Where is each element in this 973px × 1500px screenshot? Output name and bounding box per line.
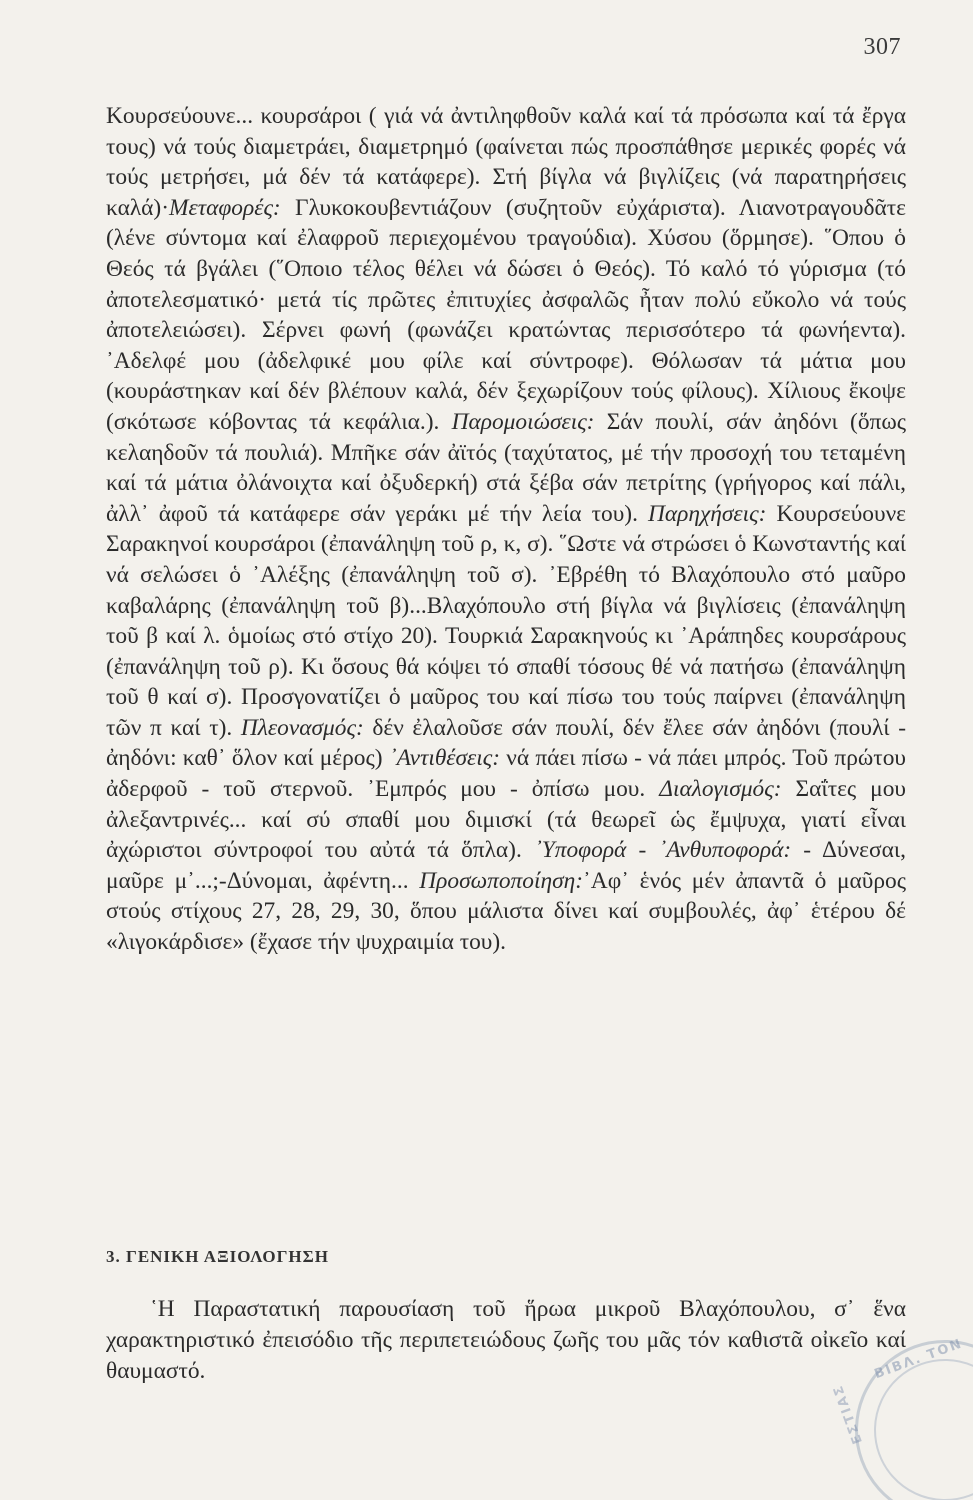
body-text-7: Σαΐτες μου ἀλεξαντρινές... καί σύ σπαθί μου διμισκί (τά θεωρεῖ ὡς ἔμψυχα, γιατί εἶναι ἀχώριστοι σύντροφοί του αὐτά τά ὅπλα).: [106, 776, 906, 864]
label-metaphors: Μεταφορές:: [169, 194, 281, 221]
section-heading: 3. ΓΕΝΙΚΗ ΑΞΙΟΛΟΓΗΣΗ: [106, 1247, 329, 1266]
page-number: 307: [863, 34, 901, 60]
label-alliterations: Παρηχήσεις:: [647, 500, 767, 527]
label-hypophora: ᾽Υποφορά - ᾽Ανθυποφορά:: [533, 837, 792, 864]
body-text-3: Σάν πουλί, σάν ἀηδόνι (ὅπως κελαηδοῦν τά πουλιά). Μπῆκε σάν ἀϊτός (ταχύτατος, μέ τήν προσοχή του τεταμένη καί τά μάτια ὀλάνοιχτα καί ὀξυδερκή) στά ξέβα σάν πετρίτης (γρήγορος καί πάλι, ἀλλ᾽ ἀφοῦ τά κατάφερε σάν γεράκι μέ τήν λεία του).: [106, 408, 906, 527]
body-text-2: Γλυκοκουβεντιάζουν (συζητοῦν εὐχάριστα). Λιανοτραγουδᾶτε (λένε σύντομα καί ἐλαφροῦ περιεχομένου τραγούδια). Χύσου (ὅρμησε). ῞Οπου ὁ Θεός τά βγάλει (῞Οποιο τέλος θέλει νά δώσει ὁ Θεός). Τό καλό τό γύρισμα (τό ἀποτελεσματικό· μετά τίς πρῶτες ἐπιτυχίες ἀσφαλῶς ἦταν πολύ εὔκολο νά τούς ἀποτελειώσει). Σέρνει φωνή (φωνάζει κρατώντας περισσότερο τά φωνήεντα). ᾽Αδελφέ μου (ἀδελφικέ μου φίλε καί σύντροφε). Θόλωσαν τά μάτια μου (κουράστηκαν καί δέν βλέπουν καλά, δέν ξεχωρίζουν τούς φίλους). Χίλιους ἔκοψε (σκότωσε κόβοντας τά κεφάλια.).: [106, 194, 906, 435]
stamp-text-side: ΕΣΤΙΑΣ: [830, 1382, 866, 1446]
body-paragraph: [106, 101, 906, 958]
label-personification: Προσωποποίηση:: [419, 867, 584, 894]
label-soliloquy: Διαλογισμός:: [659, 776, 782, 803]
section-paragraph: ῾Η Παραστατική παρουσίαση τοῦ ἥρωα μικροῦ Βλαχόπουλου, σ᾽ ἕνα χαρακτηριστικό ἐπεισόδιο τῆς περιπετειώδους ζωῆς του μᾶς τόν καθιστᾶ οἰκεῖο καί θαυμαστό.: [106, 1296, 906, 1384]
body-text-5: δέν ἐλαλοῦσε σάν πουλί, δέν ἔλεε σάν ἀηδόνι (πουλί - ἀηδόνι: καθ᾽ ὅλον καί μέρος): [106, 714, 906, 772]
label-antitheses: ᾽Αντιθέσεις:: [388, 745, 501, 772]
body-text-6: νά πάει πίσω - νά πάει μπρός. Τοῦ πρώτου ἀδερφοῦ - τοῦ στερνοῦ. ᾽Εμπρός μου - ὀπίσω μου.: [106, 745, 906, 803]
body-text-1: Κουρσεύουνε... κουρσάροι ( γιά νά ἀντιληφθοῦν καλά καί τά πρόσωπα καί τά ἔργα τους) νά τούς διαμετράει, διαμετρημό (φαίνεται πώς προσπάθησε μερικές φορές νά τούς μετρήσει, μά δέν τά κατάφερε). Στή βίγλα νά βιγλίζεις (νά παρατηρήσεις καλά)·: [106, 103, 906, 221]
label-pleonasm: Πλεονασμός:: [240, 714, 364, 741]
body-text-4: Κουρσεύουνε Σαρακηνοί κουρσάροι (ἐπανάληψη τοῦ ρ, κ, σ). ῞Ωστε νά στρώσει ὁ Κωνσταντής καί νά σελώσει ὁ ᾽Αλέξης (ἐπανάληψη τοῦ σ). ᾽Εβρέθη τό Βλαχόπουλο στό μαῦρο καβαλάρης (ἐπανάληψη τοῦ β)...Βλαχόπουλο στή βίγλα νά βιγλίσεις (ἐπανάληψη τοῦ β καί λ. ὁμοίως στό στίχο 20). Τουρκιά Σαρακηνούς κι ᾽Αράπηδες κουρσάρους (ἐπανάληψη τοῦ ρ). Κι ὅσους θά κόψει τό σπαθί τόσους θέ νά πατήσω (ἐπανάληψη τοῦ θ καί σ). Προσγονατίζει ὁ μαῦρος του καί πίσω του τούς παίρνει (ἐπανάληψη τῶν π καί τ).: [106, 500, 906, 741]
label-similes: Παρομοιώσεις:: [451, 408, 595, 435]
body-text-8: - Δύνεσαι, μαῦρε μ᾽...;-Δύνομαι, ἀφέντη...: [106, 837, 906, 894]
stamp-text-top: ΒΙΒΛ. ΤΟΝ: [872, 1336, 965, 1383]
body-text-9: ᾽Αφ᾽ ἑνός μέν ἀπαντᾶ ὁ μαῦρος στούς στίχους 27, 28, 29, 30, ὅπου μάλιστα δίνει καί συμβουλές, ἀφ᾽ ἑτέρου δέ «λιγοκάρδισε» (ἔχασε τήν ψυχραιμία του).: [106, 867, 906, 956]
